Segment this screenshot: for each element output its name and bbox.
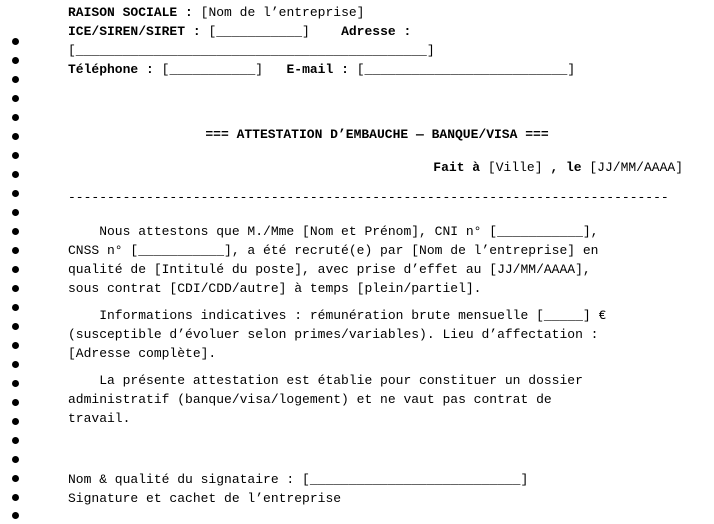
phone-value: [___________] (161, 62, 264, 77)
address-label: Adresse : (341, 24, 412, 39)
binder-hole (12, 209, 19, 216)
paragraph-2-line: (susceptible d’évoluer selon primes/variables). Lieu d’affectation : (68, 327, 599, 342)
binder-hole (12, 76, 19, 83)
binder-hole (12, 304, 19, 311)
binder-hole (12, 38, 19, 45)
binder-hole (12, 57, 19, 64)
binder-hole (12, 399, 19, 406)
binder-hole (12, 437, 19, 444)
binder-hole (12, 456, 19, 463)
paragraph-3-line: travail. (68, 411, 131, 426)
binder-hole (12, 342, 19, 349)
place-date (433, 158, 683, 177)
binder-hole (12, 228, 19, 235)
binder-hole (12, 171, 19, 178)
contact-row (68, 60, 575, 79)
date-label: , le (550, 160, 582, 175)
email-label: E-mail : (286, 62, 349, 77)
paragraph-2-line: Informations indicatives : rémunération brute mensuelle [_____] € (68, 308, 607, 323)
address-value: [_____________________________________________] (68, 43, 435, 58)
binder-hole (12, 380, 19, 387)
signatory-line: Nom & qualité du signataire : [___________________________] (68, 472, 529, 487)
city-value: [Ville] (487, 160, 543, 175)
email-value: [__________________________] (356, 62, 576, 77)
fait-label: Fait à (433, 160, 481, 175)
binder-hole (12, 114, 19, 121)
binder-hole (12, 418, 19, 425)
date-value: [JJ/MM/AAAA] (589, 160, 683, 175)
binder-hole (12, 512, 19, 519)
binder-hole (12, 152, 19, 159)
ice-value: [___________] (208, 24, 310, 39)
paragraph-1-line: Nous attestons que M./Mme [Nom et Prénom], CNI n° [___________], (68, 224, 599, 239)
paragraph-3-line: administratif (banque/visa/logement) et ne vaut pas contrat de (68, 392, 552, 407)
paragraph-1-line: CNSS n° [___________], a été recruté(e) par [Nom de l’entreprise] en (68, 243, 599, 258)
phone-label: Téléphone : (68, 62, 154, 77)
paragraph-1-line: qualité de [Intitulé du poste], avec prise d’effet au [JJ/MM/AAAA], (68, 262, 591, 277)
paragraph-2-line: [Adresse complète]. (68, 346, 217, 361)
binder-hole (12, 475, 19, 482)
binder-hole (12, 190, 19, 197)
binder-hole (12, 247, 19, 254)
binder-hole (12, 266, 19, 273)
binder-hole (12, 494, 19, 501)
ice-label: ICE/SIREN/SIRET : (68, 24, 201, 39)
ice-row (68, 22, 411, 41)
binder-hole (12, 361, 19, 368)
document-title: === ATTESTATION D’EMBAUCHE — BANQUE/VISA === (205, 127, 549, 142)
company-name-row (68, 3, 364, 22)
binder-hole (12, 285, 19, 292)
binder-hole (12, 95, 19, 102)
company-stamp-line: Signature et cachet de l’entreprise (68, 491, 342, 506)
separator: ----------------------------------------------------------------------------- (68, 190, 669, 205)
paragraph-3-line: La présente attestation est établie pour constituer un dossier (68, 373, 583, 388)
paragraph-1-line: sous contrat [CDI/CDD/autre] à temps [plein/partiel]. (68, 281, 482, 296)
company-name-value: [Nom de l’entreprise] (200, 5, 365, 20)
company-name-label: RAISON SOCIALE : (68, 5, 193, 20)
binder-hole (12, 323, 19, 330)
